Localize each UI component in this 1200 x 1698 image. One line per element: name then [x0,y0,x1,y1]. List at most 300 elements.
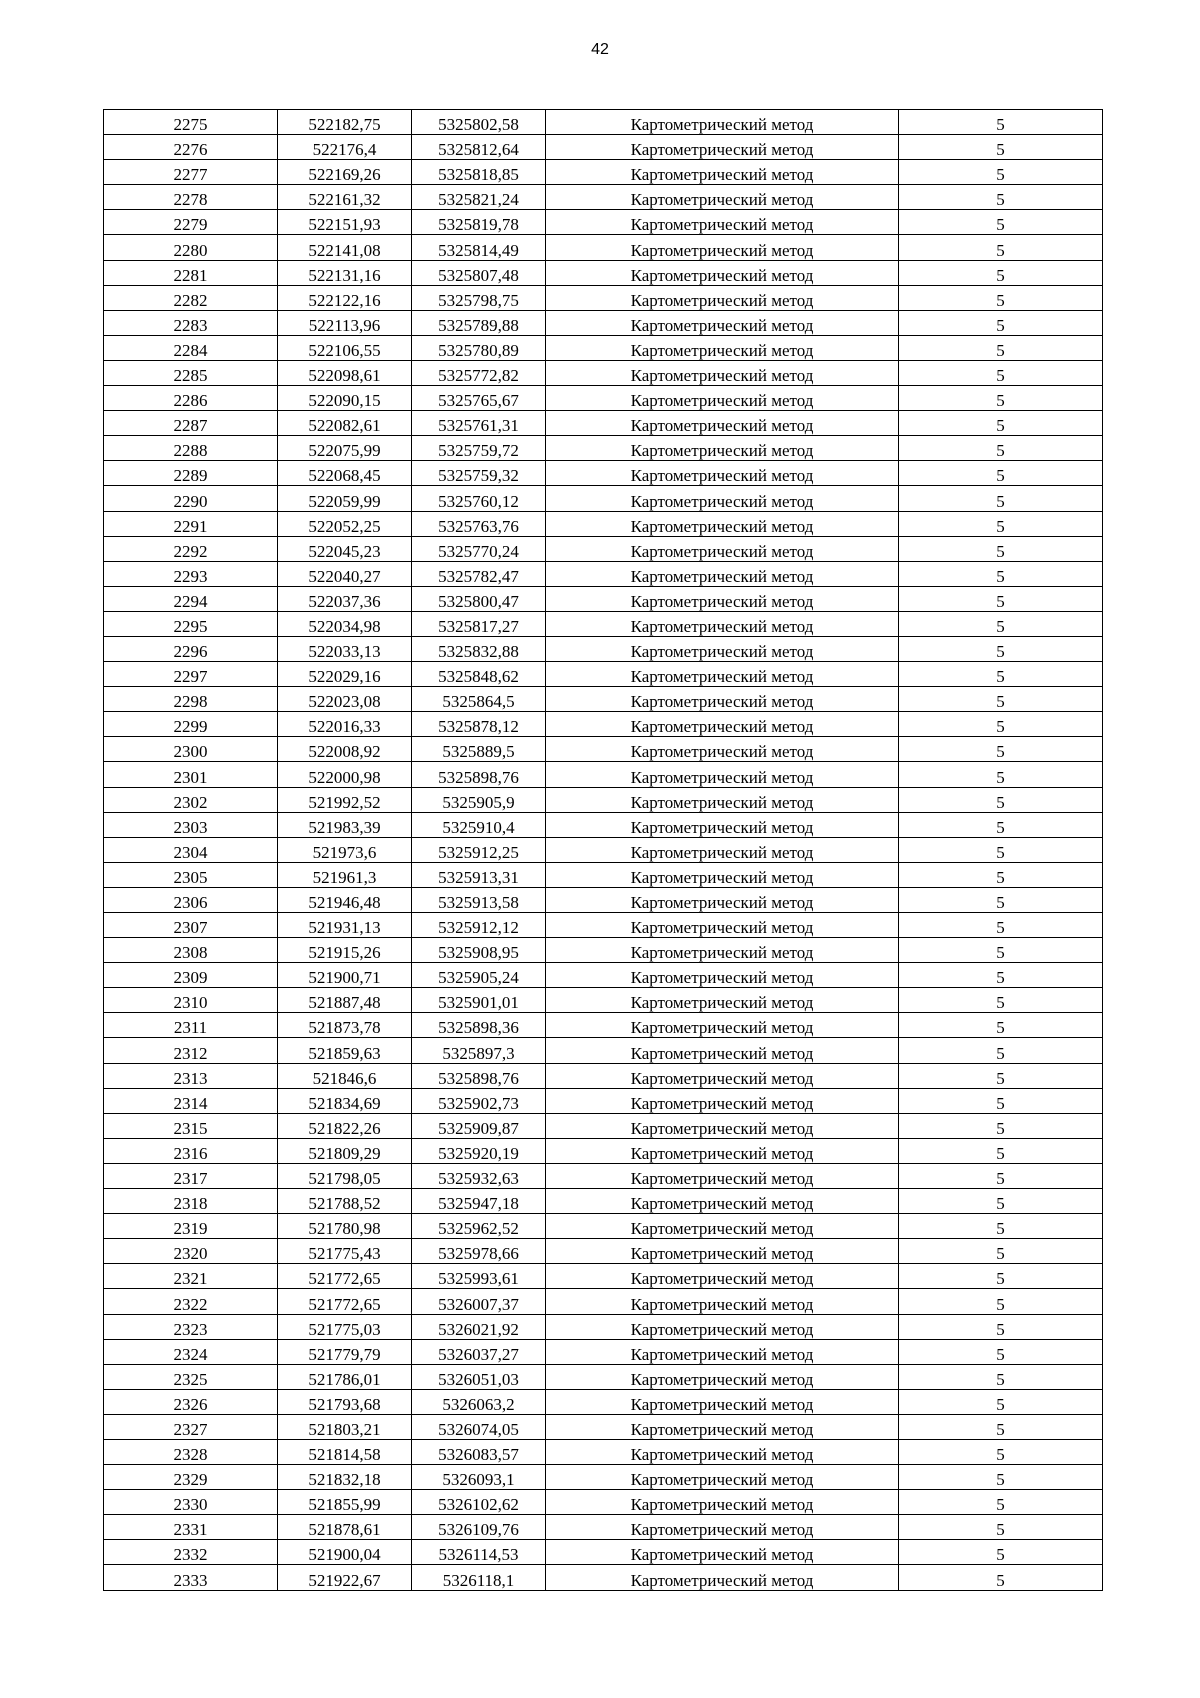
point-number-cell: 2285 [104,360,278,385]
point-number-cell: 2300 [104,737,278,762]
point-number-cell: 2318 [104,1189,278,1214]
x-coordinate-cell: 521878,61 [278,1515,412,1540]
x-coordinate-cell: 522023,08 [278,687,412,712]
x-coordinate-cell: 522113,96 [278,310,412,335]
x-coordinate-cell: 522008,92 [278,737,412,762]
x-coordinate-cell: 522034,98 [278,611,412,636]
accuracy-cell: 5 [899,963,1103,988]
point-number-cell: 2296 [104,636,278,661]
x-coordinate-cell: 521992,52 [278,787,412,812]
table-row [104,411,1103,436]
accuracy-cell: 5 [899,1289,1103,1314]
x-coordinate-cell: 521809,29 [278,1138,412,1163]
accuracy-cell: 5 [899,837,1103,862]
method-cell: Картометрический метод [546,210,899,235]
accuracy-cell: 5 [899,887,1103,912]
point-number-cell: 2275 [104,110,278,135]
accuracy-cell: 5 [899,1414,1103,1439]
point-number-cell: 2321 [104,1264,278,1289]
y-coordinate-cell: 5325908,95 [412,938,546,963]
table-row [104,335,1103,360]
y-coordinate-cell: 5325789,88 [412,310,546,335]
x-coordinate-cell: 522075,99 [278,436,412,461]
y-coordinate-cell: 5325878,12 [412,712,546,737]
y-coordinate-cell: 5325932,63 [412,1163,546,1188]
point-number-cell: 2309 [104,963,278,988]
table-row [104,360,1103,385]
y-coordinate-cell: 5325807,48 [412,260,546,285]
table-row [104,1239,1103,1264]
point-number-cell: 2319 [104,1214,278,1239]
method-cell: Картометрический метод [546,988,899,1013]
accuracy-cell: 5 [899,110,1103,135]
point-number-cell: 2280 [104,235,278,260]
point-number-cell: 2327 [104,1414,278,1439]
point-number-cell: 2308 [104,938,278,963]
accuracy-cell: 5 [899,1565,1103,1590]
accuracy-cell: 5 [899,210,1103,235]
method-cell: Картометрический метод [546,1565,899,1590]
y-coordinate-cell: 5325759,72 [412,436,546,461]
table-row [104,687,1103,712]
accuracy-cell: 5 [899,386,1103,411]
point-number-cell: 2304 [104,837,278,862]
point-number-cell: 2293 [104,561,278,586]
y-coordinate-cell: 5325913,31 [412,862,546,887]
y-coordinate-cell: 5326109,76 [412,1515,546,1540]
method-cell: Картометрический метод [546,687,899,712]
y-coordinate-cell: 5325772,82 [412,360,546,385]
y-coordinate-cell: 5326083,57 [412,1439,546,1464]
accuracy-cell: 5 [899,1490,1103,1515]
accuracy-cell: 5 [899,862,1103,887]
x-coordinate-cell: 522169,26 [278,160,412,185]
x-coordinate-cell: 521772,65 [278,1264,412,1289]
accuracy-cell: 5 [899,1465,1103,1490]
y-coordinate-cell: 5325910,4 [412,812,546,837]
table-row [104,737,1103,762]
table-row [104,461,1103,486]
point-number-cell: 2279 [104,210,278,235]
table-row [104,561,1103,586]
point-number-cell: 2301 [104,762,278,787]
accuracy-cell: 5 [899,135,1103,160]
accuracy-cell: 5 [899,913,1103,938]
method-cell: Картометрический метод [546,561,899,586]
x-coordinate-cell: 521922,67 [278,1565,412,1590]
table-row [104,611,1103,636]
point-number-cell: 2282 [104,285,278,310]
x-coordinate-cell: 521887,48 [278,988,412,1013]
x-coordinate-cell: 521915,26 [278,938,412,963]
accuracy-cell: 5 [899,988,1103,1013]
y-coordinate-cell: 5325905,24 [412,963,546,988]
y-coordinate-cell: 5325819,78 [412,210,546,235]
x-coordinate-cell: 521900,04 [278,1540,412,1565]
accuracy-cell: 5 [899,611,1103,636]
point-number-cell: 2278 [104,185,278,210]
table-row [104,1515,1103,1540]
y-coordinate-cell: 5326114,53 [412,1540,546,1565]
point-number-cell: 2332 [104,1540,278,1565]
point-number-cell: 2292 [104,536,278,561]
accuracy-cell: 5 [899,1515,1103,1540]
table-row [104,486,1103,511]
accuracy-cell: 5 [899,511,1103,536]
method-cell: Картометрический метод [546,260,899,285]
x-coordinate-cell: 521814,58 [278,1439,412,1464]
accuracy-cell: 5 [899,1439,1103,1464]
point-number-cell: 2290 [104,486,278,511]
x-coordinate-cell: 521873,78 [278,1013,412,1038]
y-coordinate-cell: 5325821,24 [412,185,546,210]
y-coordinate-cell: 5325912,25 [412,837,546,862]
x-coordinate-cell: 521931,13 [278,913,412,938]
point-number-cell: 2302 [104,787,278,812]
point-number-cell: 2284 [104,335,278,360]
table-row [104,1314,1103,1339]
method-cell: Картометрический метод [546,1314,899,1339]
table-row [104,812,1103,837]
point-number-cell: 2297 [104,662,278,687]
x-coordinate-cell: 521803,21 [278,1414,412,1439]
accuracy-cell: 5 [899,1038,1103,1063]
point-number-cell: 2283 [104,310,278,335]
point-number-cell: 2314 [104,1088,278,1113]
method-cell: Картометрический метод [546,1163,899,1188]
point-number-cell: 2325 [104,1364,278,1389]
y-coordinate-cell: 5325978,66 [412,1239,546,1264]
method-cell: Картометрический метод [546,1013,899,1038]
method-cell: Картометрический метод [546,461,899,486]
table-row [104,110,1103,135]
table-row [104,1339,1103,1364]
point-number-cell: 2307 [104,913,278,938]
y-coordinate-cell: 5325759,32 [412,461,546,486]
y-coordinate-cell: 5326051,03 [412,1364,546,1389]
table-row [104,1389,1103,1414]
x-coordinate-cell: 521834,69 [278,1088,412,1113]
y-coordinate-cell: 5325898,76 [412,762,546,787]
y-coordinate-cell: 5325802,58 [412,110,546,135]
x-coordinate-cell: 522068,45 [278,461,412,486]
x-coordinate-cell: 522016,33 [278,712,412,737]
accuracy-cell: 5 [899,737,1103,762]
table-row [104,210,1103,235]
accuracy-cell: 5 [899,1163,1103,1188]
point-number-cell: 2331 [104,1515,278,1540]
point-number-cell: 2276 [104,135,278,160]
y-coordinate-cell: 5325818,85 [412,160,546,185]
point-number-cell: 2329 [104,1465,278,1490]
y-coordinate-cell: 5325902,73 [412,1088,546,1113]
method-cell: Картометрический метод [546,913,899,938]
table-row [104,310,1103,335]
table-row [104,1490,1103,1515]
y-coordinate-cell: 5325848,62 [412,662,546,687]
method-cell: Картометрический метод [546,938,899,963]
point-number-cell: 2306 [104,887,278,912]
method-cell: Картометрический метод [546,1364,899,1389]
table-row [104,1364,1103,1389]
accuracy-cell: 5 [899,1339,1103,1364]
method-cell: Картометрический метод [546,662,899,687]
accuracy-cell: 5 [899,1264,1103,1289]
table-row [104,1088,1103,1113]
table-row [104,1465,1103,1490]
x-coordinate-cell: 521832,18 [278,1465,412,1490]
table-row [104,436,1103,461]
method-cell: Картометрический метод [546,1414,899,1439]
accuracy-cell: 5 [899,586,1103,611]
table-row [104,536,1103,561]
accuracy-cell: 5 [899,938,1103,963]
x-coordinate-cell: 522176,4 [278,135,412,160]
accuracy-cell: 5 [899,1214,1103,1239]
y-coordinate-cell: 5326093,1 [412,1465,546,1490]
table-row [104,135,1103,160]
accuracy-cell: 5 [899,687,1103,712]
accuracy-cell: 5 [899,310,1103,335]
accuracy-cell: 5 [899,636,1103,661]
method-cell: Картометрический метод [546,712,899,737]
x-coordinate-cell: 522161,32 [278,185,412,210]
table-row [104,1038,1103,1063]
table-row [104,235,1103,260]
table-row [104,787,1103,812]
y-coordinate-cell: 5325765,67 [412,386,546,411]
point-number-cell: 2310 [104,988,278,1013]
accuracy-cell: 5 [899,536,1103,561]
point-number-cell: 2311 [104,1013,278,1038]
accuracy-cell: 5 [899,712,1103,737]
accuracy-cell: 5 [899,1314,1103,1339]
table-row [104,862,1103,887]
y-coordinate-cell: 5325947,18 [412,1189,546,1214]
point-number-cell: 2295 [104,611,278,636]
method-cell: Картометрический метод [546,411,899,436]
accuracy-cell: 5 [899,335,1103,360]
accuracy-cell: 5 [899,787,1103,812]
accuracy-cell: 5 [899,360,1103,385]
y-coordinate-cell: 5325832,88 [412,636,546,661]
x-coordinate-cell: 521775,43 [278,1239,412,1264]
method-cell: Картометрический метод [546,1289,899,1314]
table-row [104,1264,1103,1289]
point-number-cell: 2291 [104,511,278,536]
x-coordinate-cell: 522040,27 [278,561,412,586]
table-row [104,762,1103,787]
y-coordinate-cell: 5325864,5 [412,687,546,712]
method-cell: Картометрический метод [546,1063,899,1088]
x-coordinate-cell: 522141,08 [278,235,412,260]
y-coordinate-cell: 5325993,61 [412,1264,546,1289]
y-coordinate-cell: 5325814,49 [412,235,546,260]
point-number-cell: 2312 [104,1038,278,1063]
method-cell: Картометрический метод [546,862,899,887]
table-row [104,1113,1103,1138]
method-cell: Картометрический метод [546,1540,899,1565]
table-row [104,1565,1103,1590]
y-coordinate-cell: 5325761,31 [412,411,546,436]
table-row [104,1063,1103,1088]
accuracy-cell: 5 [899,1540,1103,1565]
y-coordinate-cell: 5326102,62 [412,1490,546,1515]
x-coordinate-cell: 521983,39 [278,812,412,837]
x-coordinate-cell: 521775,03 [278,1314,412,1339]
x-coordinate-cell: 521973,6 [278,837,412,862]
accuracy-cell: 5 [899,461,1103,486]
method-cell: Картометрический метод [546,285,899,310]
accuracy-cell: 5 [899,285,1103,310]
point-number-cell: 2317 [104,1163,278,1188]
y-coordinate-cell: 5325782,47 [412,561,546,586]
accuracy-cell: 5 [899,436,1103,461]
method-cell: Картометрический метод [546,160,899,185]
accuracy-cell: 5 [899,1389,1103,1414]
y-coordinate-cell: 5325901,01 [412,988,546,1013]
point-number-cell: 2320 [104,1239,278,1264]
method-cell: Картометрический метод [546,135,899,160]
method-cell: Картометрический метод [546,386,899,411]
y-coordinate-cell: 5326074,05 [412,1414,546,1439]
method-cell: Картометрический метод [546,1465,899,1490]
method-cell: Картометрический метод [546,963,899,988]
method-cell: Картометрический метод [546,1490,899,1515]
method-cell: Картометрический метод [546,335,899,360]
y-coordinate-cell: 5326007,37 [412,1289,546,1314]
y-coordinate-cell: 5326063,2 [412,1389,546,1414]
x-coordinate-cell: 522090,15 [278,386,412,411]
point-number-cell: 2299 [104,712,278,737]
table-row [104,913,1103,938]
table-row [104,712,1103,737]
table-body [104,110,1103,1591]
y-coordinate-cell: 5325889,5 [412,737,546,762]
accuracy-cell: 5 [899,1088,1103,1113]
table-row [104,260,1103,285]
method-cell: Картометрический метод [546,310,899,335]
accuracy-cell: 5 [899,486,1103,511]
table-row [104,586,1103,611]
table-row [104,1439,1103,1464]
point-number-cell: 2323 [104,1314,278,1339]
accuracy-cell: 5 [899,260,1103,285]
point-number-cell: 2330 [104,1490,278,1515]
method-cell: Картометрический метод [546,812,899,837]
y-coordinate-cell: 5325920,19 [412,1138,546,1163]
table-row [104,963,1103,988]
method-cell: Картометрический метод [546,1214,899,1239]
accuracy-cell: 5 [899,235,1103,260]
x-coordinate-cell: 522045,23 [278,536,412,561]
x-coordinate-cell: 522029,16 [278,662,412,687]
x-coordinate-cell: 522082,61 [278,411,412,436]
table-row [104,837,1103,862]
x-coordinate-cell: 521961,3 [278,862,412,887]
point-number-cell: 2294 [104,586,278,611]
x-coordinate-cell: 521822,26 [278,1113,412,1138]
x-coordinate-cell: 521779,79 [278,1339,412,1364]
point-number-cell: 2303 [104,812,278,837]
method-cell: Картометрический метод [546,1088,899,1113]
point-number-cell: 2298 [104,687,278,712]
accuracy-cell: 5 [899,1138,1103,1163]
point-number-cell: 2315 [104,1113,278,1138]
y-coordinate-cell: 5325913,58 [412,887,546,912]
y-coordinate-cell: 5325905,9 [412,787,546,812]
x-coordinate-cell: 521786,01 [278,1364,412,1389]
x-coordinate-cell: 521780,98 [278,1214,412,1239]
method-cell: Картометрический метод [546,636,899,661]
x-coordinate-cell: 522052,25 [278,511,412,536]
method-cell: Картометрический метод [546,1439,899,1464]
method-cell: Картометрический метод [546,1239,899,1264]
table-row [104,1189,1103,1214]
point-number-cell: 2313 [104,1063,278,1088]
method-cell: Картометрический метод [546,887,899,912]
x-coordinate-cell: 522033,13 [278,636,412,661]
x-coordinate-cell: 522037,36 [278,586,412,611]
table-row [104,1414,1103,1439]
accuracy-cell: 5 [899,185,1103,210]
y-coordinate-cell: 5325770,24 [412,536,546,561]
method-cell: Картометрический метод [546,1389,899,1414]
point-number-cell: 2324 [104,1339,278,1364]
y-coordinate-cell: 5325760,12 [412,486,546,511]
y-coordinate-cell: 5325812,64 [412,135,546,160]
method-cell: Картометрический метод [546,1264,899,1289]
method-cell: Картометрический метод [546,1113,899,1138]
point-number-cell: 2289 [104,461,278,486]
table-row [104,938,1103,963]
y-coordinate-cell: 5325800,47 [412,586,546,611]
table-row [104,1214,1103,1239]
point-number-cell: 2288 [104,436,278,461]
y-coordinate-cell: 5326118,1 [412,1565,546,1590]
accuracy-cell: 5 [899,411,1103,436]
y-coordinate-cell: 5325898,36 [412,1013,546,1038]
x-coordinate-cell: 521846,6 [278,1063,412,1088]
method-cell: Картометрический метод [546,536,899,561]
method-cell: Картометрический метод [546,611,899,636]
x-coordinate-cell: 522106,55 [278,335,412,360]
y-coordinate-cell: 5326021,92 [412,1314,546,1339]
method-cell: Картометрический метод [546,1339,899,1364]
method-cell: Картометрический метод [546,762,899,787]
table-row [104,1013,1103,1038]
table-row [104,636,1103,661]
table-row [104,185,1103,210]
point-number-cell: 2277 [104,160,278,185]
method-cell: Картометрический метод [546,1038,899,1063]
table-row [104,887,1103,912]
method-cell: Картометрический метод [546,185,899,210]
x-coordinate-cell: 521946,48 [278,887,412,912]
point-number-cell: 2333 [104,1565,278,1590]
y-coordinate-cell: 5325898,76 [412,1063,546,1088]
method-cell: Картометрический метод [546,1138,899,1163]
method-cell: Картометрический метод [546,1189,899,1214]
point-number-cell: 2322 [104,1289,278,1314]
accuracy-cell: 5 [899,662,1103,687]
method-cell: Картометрический метод [546,737,899,762]
page-number: 42 [591,41,609,58]
table-row [104,1540,1103,1565]
x-coordinate-cell: 521855,99 [278,1490,412,1515]
point-number-cell: 2316 [104,1138,278,1163]
table-row [104,988,1103,1013]
